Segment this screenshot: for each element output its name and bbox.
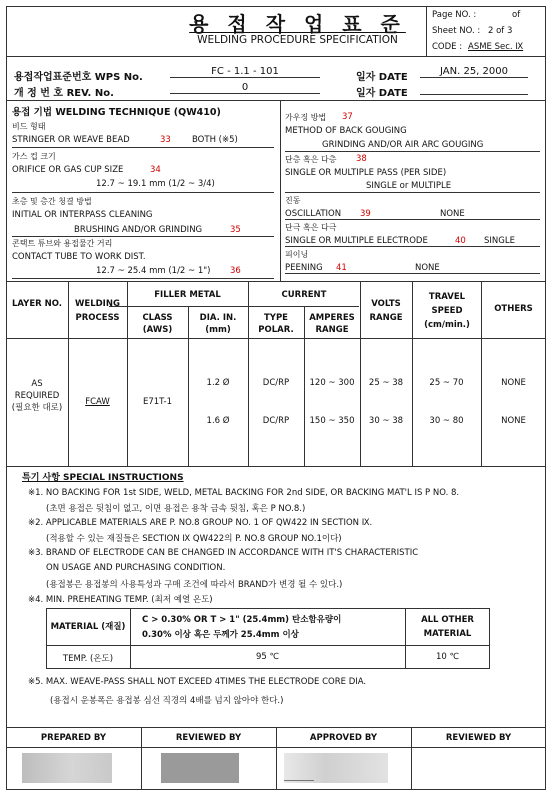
cell-others-2: NONE [501,416,526,426]
bead-label-en: STRINGER OR WEAVE BEAD [12,135,130,145]
note-5: ※5. MAX. WEAVE-PASS SHALL NOT EXCEED 4TIMES THE ELECTRODE CORE DIA. [28,677,367,687]
clean-underline [12,236,274,237]
note-2: ※2. APPLICABLE MATERIALS ARE P. NO.8 GROUP NO. 1 OF QW422 IN SECTION Ⅸ. [28,518,373,528]
approved-signature-stroke [284,780,314,781]
elec-field-number: 40 [455,236,466,246]
special-heading: 특기 사항 SPECIAL INSTRUCTIONS [22,473,184,483]
approved-by-label: APPROVED BY [309,733,378,743]
elec-label-en: SINGLE OR MULTIPLE ELECTRODE [285,236,428,246]
preheat-condition-1: C > 0.30% OR T > 1" (25.4mm) 탄소함유량이 [142,615,342,625]
clean-label-en: INITIAL OR INTERPASS CLEANING [12,210,153,220]
preheat-temp-label: TEMP. (온도) [62,654,114,664]
osc-label-ko: 진동 [285,196,301,205]
cell-volts-1: 25 ~ 38 [368,378,404,388]
header-bottom-line [6,56,546,57]
col-filler-metal: FILLER METAL [154,290,221,300]
ctwd-label-en: CONTACT TUBE TO WORK DIST. [12,252,146,262]
cell-type-2: DC/RP [262,416,290,426]
table-bottom [6,466,546,467]
col-line-7 [412,281,413,466]
osc-underline [285,219,540,220]
prepared-signature-block [22,753,112,783]
header-divider [426,6,427,56]
note-1: ※1. NO BACKING FOR 1st SIDE, WELD, METAL BACKING FOR 2nd SIDE, OR BACKING MAT'L IS P NO. 8. [28,488,460,498]
col-type-polar: TYPE POLAR. [258,313,294,335]
wps-label: 용접작업표준번호 WPS No. [14,72,143,83]
cell-travel-2: 30 ~ 80 [429,416,464,426]
cell-type-1: DC/RP [262,378,290,388]
date-label: 일자 DATE [356,72,408,83]
cup-label-en: ORIFICE OR GAS CUP SIZE [12,165,124,175]
col-volts: VOLTS RANGE [369,299,403,323]
code-value: ASME Sec. Ⅸ [468,42,524,52]
preheat-temp-1: 95 ℃ [255,652,280,662]
pass-field-number: 38 [356,154,367,164]
ctwd-label-ko: 콘택트 튜브와 용접물간 거리 [12,239,113,248]
pass-label-en: SINGLE OR MULTIPLE PASS (PER SIDE) [285,168,447,178]
col-welding-process: WELDING PROCESS [75,299,120,323]
sheet-no-value: 2 of 3 [488,26,513,36]
technique-heading: 용접 기법 WELDING TECHNIQUE (QW410) [12,107,221,118]
peen-value: NONE [415,263,440,273]
ident-bottom-line [6,100,546,101]
cup-value: 12.7 ~ 19.1 mm (1/2 ~ 3/4) [96,179,215,189]
note-4: ※4. MIN. PREHEATING TEMP. (최저 예열 온도) [28,595,213,605]
rev-label: 개 정 번 호 REV. No. [14,88,114,99]
cell-dia-1: 1.2 Ø [206,378,230,388]
clean-value: BRUSHING AND/OR GRINDING [74,225,203,235]
bead-label-ko: 비드 형태 [12,122,46,131]
col-others: OTHERS [494,304,533,314]
clean-field-number: 35 [230,225,241,235]
ctwd-field-number: 36 [230,266,241,276]
gouge-underline [285,151,540,152]
gouge-field-number: 37 [342,112,353,122]
osc-value: NONE [440,209,465,219]
bead-underline [12,147,274,148]
elec-underline [285,246,540,247]
peen-label-en: PEENING [285,263,323,273]
approved-signature-block [284,753,388,783]
note-1-ko: (초면 용접은 뒷침이 없고, 이면 용접은 용착 금속 뒷침, 혹은 P NO.8.) [46,504,306,514]
osc-label-en: OSCILLATION [285,209,342,219]
wps-number: FC - 1.1 - 101 [170,66,320,78]
preheat-temp-2: 10 ℃ [435,652,460,662]
note-2-ko: (적용할 수 있는 재질들은 SECTION Ⅸ QW422의 P. NO.8 GROUP NO.1이다) [46,534,342,544]
osc-field-number: 39 [360,209,371,219]
ctwd-value: 12.7 ~ 25.4 mm (1/2 ~ 1") [96,266,211,276]
cell-layer: AS REQUIRED (필요한 대로) [11,379,63,413]
pass-label-ko: 단층 혹은 다층 [285,155,337,164]
note-5-ko: (용접시 운봉폭은 용접봉 심선 직경의 4배를 넘지 않아야 한다.) [50,696,284,706]
bead-field-number: 33 [160,135,171,145]
cup-label-ko: 가스 컵 크기 [12,152,56,161]
reviewed-by-2-label: REVIEWED BY [445,733,512,743]
col-class: CLASS (AWS) [142,313,173,335]
cell-dia-2: 1.6 Ø [206,416,230,426]
peen-underline [285,273,540,274]
technique-divider [280,101,281,281]
preheat-other-material: ALL OTHER MATERIAL [421,615,474,639]
pass-value: SINGLE or MULTIPLE [366,181,452,191]
cup-underline [12,192,274,193]
gouge-label-ko: 가우징 방법 [285,113,327,122]
preheat-row-line [46,645,490,646]
cell-amps-2: 150 ~ 350 [309,416,355,426]
cell-process: FCAW [85,397,110,407]
cell-travel-1: 25 ~ 70 [429,378,464,388]
peen-field-number: 41 [336,263,347,273]
title-english: WELDING PROCEDURE SPECIFICATION [197,34,398,46]
gouge-value: GRINDING AND/OR AIR ARC GOUGING [322,140,484,150]
peen-label-ko: 피이닝 [285,250,309,259]
preheat-condition-2: 0.30% 이상 혹은 두께가 25.4mm 이상 [142,630,299,640]
note-3-line2: ON USAGE AND PURCHASING CONDITION. [46,563,226,573]
clean-label-ko: 초층 및 층간 청결 방법 [12,197,92,206]
note-3: ※3. BRAND OF ELECTRODE CAN BE CHANGED IN ACCORDANCE WITH IT'S CHARACTERISTIC [28,548,419,558]
col-dia: DIA. IN.(mm) [199,313,237,335]
gouge-label-en: METHOD OF BACK GOUGING [285,126,407,136]
table-header-bottom [6,338,546,339]
code-label: CODE : [432,42,463,52]
col-amperes: AMPERES RANGE [309,313,355,335]
elec-label-ko: 단극 혹은 다극 [285,223,337,232]
col-line-2 [127,281,128,466]
date2-label: 일자 DATE [356,88,408,99]
col-current: CURRENT [281,290,327,300]
page-no-label: Page NO. : [432,10,477,20]
elec-value: SINGLE [484,236,515,246]
subheader-line [109,306,359,307]
cell-class: E71T-1 [142,397,173,407]
technique-bottom-line [6,281,546,282]
bead-value: BOTH (※5) [192,135,238,145]
date-value: JAN. 25, 2000 [420,66,528,78]
col-travel-speed: TRAVEL SPEED (cm/min.) [424,292,470,330]
pass-underline [285,192,540,193]
title-korean: 용 접 작 업 표 준 [189,12,406,36]
reviewed-signature-block [161,753,239,783]
col-line-4 [248,281,249,466]
col-layer-no: LAYER NO. [11,299,63,309]
rev-number: 0 [170,82,320,94]
note-3-ko: (용접봉은 용접봉의 사용특성과 구매 조건에 따라서 BRAND가 변경 될 수 있다.) [46,580,343,590]
prepared-by-label: PREPARED BY [40,733,107,743]
sheet-no-label: Sheet NO. : [432,26,481,36]
page-no-value: of [512,10,521,20]
cell-others-1: NONE [501,378,526,388]
date2-value [420,82,528,95]
reviewed-by-label: REVIEWED BY [175,733,242,743]
cup-field-number: 34 [150,165,161,175]
ctwd-underline [12,278,274,279]
cell-amps-1: 120 ~ 300 [309,378,355,388]
cell-volts-2: 30 ~ 38 [368,416,404,426]
preheat-material-label: MATERIAL (재질) [50,622,126,632]
